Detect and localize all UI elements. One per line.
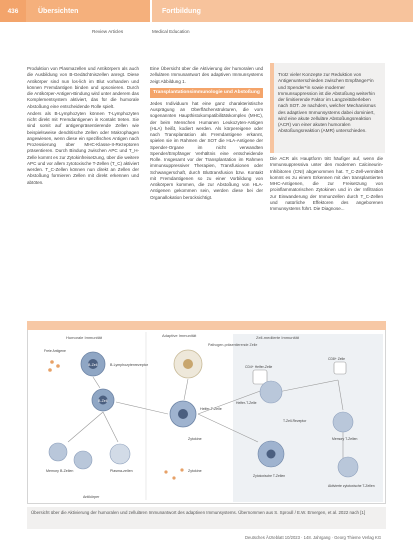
th-cell bbox=[260, 381, 282, 403]
memory-t-cell bbox=[333, 412, 353, 432]
plasma-cell bbox=[110, 444, 130, 464]
immune-diagram bbox=[28, 322, 385, 503]
highlight-box bbox=[270, 63, 385, 153]
apc-nucleus bbox=[183, 359, 193, 369]
memory-t-label: Memory T-Zellen bbox=[332, 437, 358, 441]
antibodies-label: Antikörper bbox=[83, 495, 100, 499]
title-humoral: Humorale Immunität bbox=[66, 335, 103, 340]
page-number: 436 bbox=[0, 0, 26, 22]
plasma-label: Plasma-zellen bbox=[110, 469, 133, 473]
subheader-right: Medical Education bbox=[152, 29, 190, 34]
memory-b-cell bbox=[49, 443, 67, 461]
title-cellular: Zell-mediierte Immunität bbox=[256, 335, 299, 340]
paragraph: Produktion von Plasmazellen und Antikörpern als auch die Ausbildung von B-Gedächtniszellen anregt. Diese Antikörper sind nun los-lich im Blut vorhanden und können Fremdantigen binden und opsonieren. Durch die Antikörper-Antigen-Bindung wird unter anderem das Komplementsystem aktiviert, das für die humorale Abstoßung eine entscheidende Rolle spielt. bbox=[27, 66, 139, 109]
active-tc-label: Aktivierte zytotoxische T-Zellen bbox=[328, 484, 375, 488]
text-column-1 bbox=[27, 66, 139, 187]
figure-label-bar bbox=[27, 321, 386, 335]
th-cell-label: Helfer-T-Zelle bbox=[236, 401, 257, 405]
tcr-label: T-Zell-Rezeptor bbox=[283, 419, 307, 423]
helper-t-nucleus bbox=[178, 409, 188, 419]
subheader-left: Review Articles bbox=[92, 29, 124, 34]
paragraph: Die ACR als Hauptform tritt häufiger auf, wenn die Immunsuppressiva unter den modernen Calcineurin-Inhibitoren (CNI) abgenommen hat. T_C-Zell-vermittelt kommt es zu einem Erkennen mit den transplantierten MHC-Antigenen, die zur Freisetzung von proinflammatorischen Zytokinen und in der Infiltration zur Einwanderung der Immunzellen durch T_C-Zellen und natürliche Effektoren des angeborenen Immunsystems führt. Die Diagnose... bbox=[270, 156, 383, 211]
section-title: Übersichten bbox=[26, 0, 152, 22]
page-header bbox=[0, 0, 413, 22]
cytokine-label: Zytokine bbox=[188, 437, 202, 441]
figure-1 bbox=[27, 321, 386, 504]
title-pathogen: Pathogen-präsentierende Zelle bbox=[208, 343, 258, 347]
cd8-cell bbox=[334, 362, 346, 374]
figure-caption: Übersicht über die Aktivierung der humoralen und zellulären Immunantwort des adaptiven Immunsystems. Übernommen aus S. Sproull / E.W. Emergen, et al. 2022 nach [1] bbox=[27, 507, 386, 529]
b-cell-label: B-Zell bbox=[88, 363, 98, 367]
paragraph: Jedes Individuum hat eine ganz charakteristische Ausprägung an Oberflächenstrukturen, die vom sogenannten Haupthistokompatibilitätskomplex (MHC), der beim Menschen Humanen Leukozyten-Antigen (HLA) heißt, kodiert werden. Als körpereigene oder nach Transplantation als Fremdantigene erkannt, spielen sie im Rahmen der SOT die HLA-Antigene der Spender-Organe im nicht verwandten Spender/Empfänger Verhältnis eine entscheidende Rolle. Insgesamt vor der Transplantation im Rahmen immunsuppressiver Therapien, Transfusionen oder Schwangerschaft, durch Bluttransfusion bzw. Kontakt mit Fremdantigenen so zu einer Vorbildung von Antikörpern kommen, die zur Abstoßung von HLA-Antigenen gekommen sein, werden diese bei der Organallokation berücksichtigt. bbox=[150, 100, 263, 200]
category-title: Fortbildung bbox=[152, 0, 413, 22]
text-column-2 bbox=[150, 66, 263, 202]
title-adaptive: Adaptive Immunität bbox=[162, 333, 197, 338]
page-footer: Deutsches Ärzteblatt 10/2023 · 148. Jahrgang · Georg Thieme Verlag KG bbox=[245, 535, 382, 540]
section-heading: Transplantationsimmunologie und Abstoßung bbox=[150, 88, 263, 98]
tc-nucleus bbox=[267, 450, 276, 459]
highlight-text: Trotz vieler Konzepte zur Reduktion von Antigenunterschieden zwischen Empfänger*in und Spender*in sowie moderner Immunsuppression ist die Abstoßung weiterhin der limitierende Faktor im Langzeitüberleben nach SOT. Je nachdem, welcher Mechanismus des adaptiven Immunsystems dabei dominiert, wird eine akute zelluläre Abstoßungsreaktion (ACR) von einer akuten humoralen Abstoßungsreaktion (AMR) unterschieden. bbox=[278, 72, 376, 134]
cd4-cell bbox=[253, 370, 267, 384]
b-cell-2-label: B-Zell bbox=[98, 399, 108, 403]
th-label: Helfer-T-Zelle bbox=[200, 407, 222, 411]
tc-label: Zytotoxische T-Zellen bbox=[253, 474, 286, 478]
cytokine-label-2: Zytokine bbox=[188, 469, 202, 473]
paragraph: Eine Übersicht über die Aktivierung der humoralen und zellulären Immunantwort des adaptiven Immunsystems zeigt Abbildung 1. bbox=[150, 66, 263, 84]
cd8-label: CD8+ Zelle bbox=[328, 357, 346, 361]
memory-b-cell bbox=[74, 451, 92, 469]
lymph-label: B-Lymphozytenrezeptor bbox=[110, 363, 149, 367]
paragraph: Anders als B-Lymphozyten können T-Lymphozyten nicht direkt mit Fremdantigenen in Kontakt treten. Sie sind somit auf antigenpräsentierende Zellen wie beispielsweise dendritische Zellen oder Makrophagen angewiesen, wenn diese ein spezifisches Antigen nach Prozessierung über MHC-Klasse-II-Rezeptoren präsentieren. Durch Bindung zwischen APC und T_H-Zelle kommt es zur Zytokinfreisetzung, über die weitere APC und vor allem zytotoxische T-Zellen (T_C) aktiviert werden. T_C-Zellen können nun direkt an Zellen der Abstoßung formieren Zellen mit direkt erkennen und abtöten. bbox=[27, 110, 139, 185]
active-tc-cell bbox=[338, 457, 358, 477]
text-column-3 bbox=[270, 156, 383, 213]
memory-b-label: Memory B-Zellen bbox=[46, 469, 74, 473]
free-antigen-label: Freie Antigene bbox=[44, 349, 66, 353]
cd4-label: CD4+ Helfer-Zelle bbox=[245, 365, 273, 369]
box-accent-bar bbox=[270, 63, 274, 153]
figure-label: Abbildung 1 bbox=[31, 330, 57, 335]
